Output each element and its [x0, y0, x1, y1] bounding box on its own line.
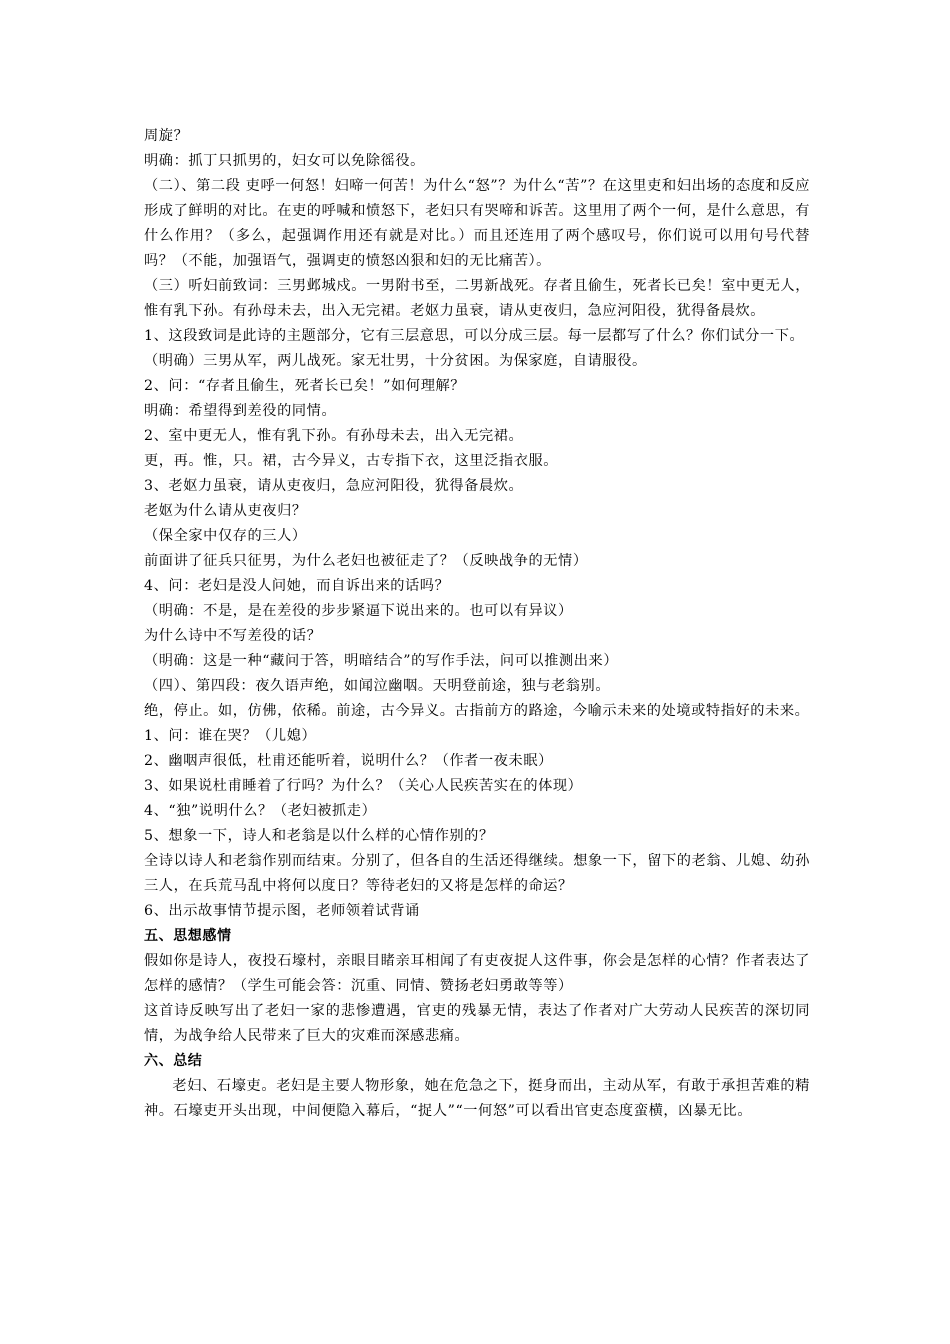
text-line: （二）、第二段 吏呼一何怒！妇啼一何苦！为什么“怒”？为什么“苦”？在这里吏和妇出场的态度和反应形成了鲜明的对比。在吏的呼喊和愤怒下，老妇只有哭啼和诉苦。这里用了两个一何，是什么意思，有什么作用？（多么，起强调作用还有就是对比。）而且还连用了两个感叹号，你们说可以用句号代替吗？（不能，加强语气，强调吏的愤怒凶狠和妇的无比痛苦）。 [144, 178, 810, 269]
section-heading: 五、思想感情 [144, 928, 232, 944]
text-line: 明确：希望得到差役的同情。 [144, 403, 337, 419]
text-line: 4、问：老妇是没人问她，而自诉出来的话吗？ [144, 578, 450, 594]
text-line: （三）听妇前致词：三男邺城戍。一男附书至，二男新战死。存者且偷生，死者长已矣！室中更无人，惟有乳下孙。有孙母未去，出入无完裙。老妪力虽衰，请从吏夜归，急应河阳役，犹得备晨炊。 [144, 278, 810, 319]
text-line: 为什么诗中不写差役的话？ [144, 628, 322, 644]
text-line: 全诗以诗人和老翁作别而结束。分别了，但各自的生活还得继续。想象一下，留下的老翁、儿媳、幼孙三人，在兵荒马乱中将何以度日？等待老妇的又将是怎样的命运？ [144, 853, 810, 894]
text-line: 3、如果说杜甫睡着了行吗？为什么？（关心人民疾苦实在的体现） [144, 778, 583, 794]
text-line: 2、问：“存者且偷生，死者长已矣！”如何理解？ [144, 378, 466, 394]
text-line: （明确：不是，是在差役的步步紧逼下说出来的。也可以有异议） [144, 603, 573, 619]
text-line: 1、问：谁在哭？（儿媳） [144, 728, 317, 744]
text-line: 3、老妪力虽衰，请从吏夜归，急应河阳役，犹得备晨炊。 [144, 478, 524, 494]
text-line: （四）、第四段：夜久语声绝，如闻泣幽咽。天明登前途，独与老翁别。 [144, 678, 611, 694]
text-line: 老妪为什么请从吏夜归？ [144, 503, 307, 519]
text-line: 这首诗反映写出了老妇一家的悲惨遭遇，官吏的残暴无情，表达了作者对广大劳动人民疾苦的深切同情，为战争给人民带来了巨大的灾难而深感悲痛。 [144, 1003, 810, 1044]
text-line: 2、幽咽声很低，杜甫还能听着，说明什么？（作者一夜未眠） [144, 753, 553, 769]
text-line: 老妇、石壕吏。老妇是主要人物形象，她在危急之下，挺身而出，主动从军，有敢于承担苦难的精神。石壕吏开头出现，中间便隐入幕后，“捉人”“一何怒”可以看出官吏态度蛮横，凶暴无比。 [144, 1078, 810, 1119]
text-line: 绝，停止。如，仿佛，依稀。前途，古今异义。古指前方的路途，今喻示未来的处境或特指好的未来。 [144, 703, 810, 719]
text-line: 4、“独”说明什么？（老妇被抓走） [144, 803, 377, 819]
text-line: 周旋？ [144, 128, 189, 144]
text-line: 2、室中更无人，惟有乳下孙。有孙母未去，出入无完裙。 [144, 428, 524, 444]
text-line: （明确：这是一种“藏问于答，明暗结合”的写作手法，问可以推测出来） [144, 653, 619, 669]
text-line: 明确：抓丁只抓男的，妇女可以免除徭役。 [144, 153, 425, 169]
text-line: 前面讲了征兵只征男，为什么老妇也被征走了？（反映战争的无情） [144, 553, 588, 569]
text-line: （明确）三男从军，两儿战死。家无壮男，十分贫困。为保家庭，自请服役。 [144, 353, 647, 369]
text-line: 假如你是诗人，夜投石壕村，亲眼目睹亲耳相闻了有吏夜捉人这件事，你会是怎样的心情？作者表达了怎样的感情？（学生可能会答：沉重、同情、赞扬老妇勇敢等等） [144, 953, 810, 994]
text-line: 更，再。惟，只。裙，古今异义，古专指下衣，这里泛指衣服。 [144, 453, 559, 469]
section-heading: 六、总结 [144, 1053, 203, 1069]
text-line: 5、想象一下，诗人和老翁是以什么样的心情作别的？ [144, 828, 494, 844]
document-page [144, 124, 810, 1124]
text-line: 6、出示故事情节提示图，老师领着试背诵 [144, 903, 420, 919]
text-line: 1、这段致词是此诗的主题部分，它有三层意思，可以分成三层。每一层都写了什么？你们试分一下。 [144, 328, 805, 344]
text-line: （保全家中仅存的三人） [144, 528, 307, 544]
